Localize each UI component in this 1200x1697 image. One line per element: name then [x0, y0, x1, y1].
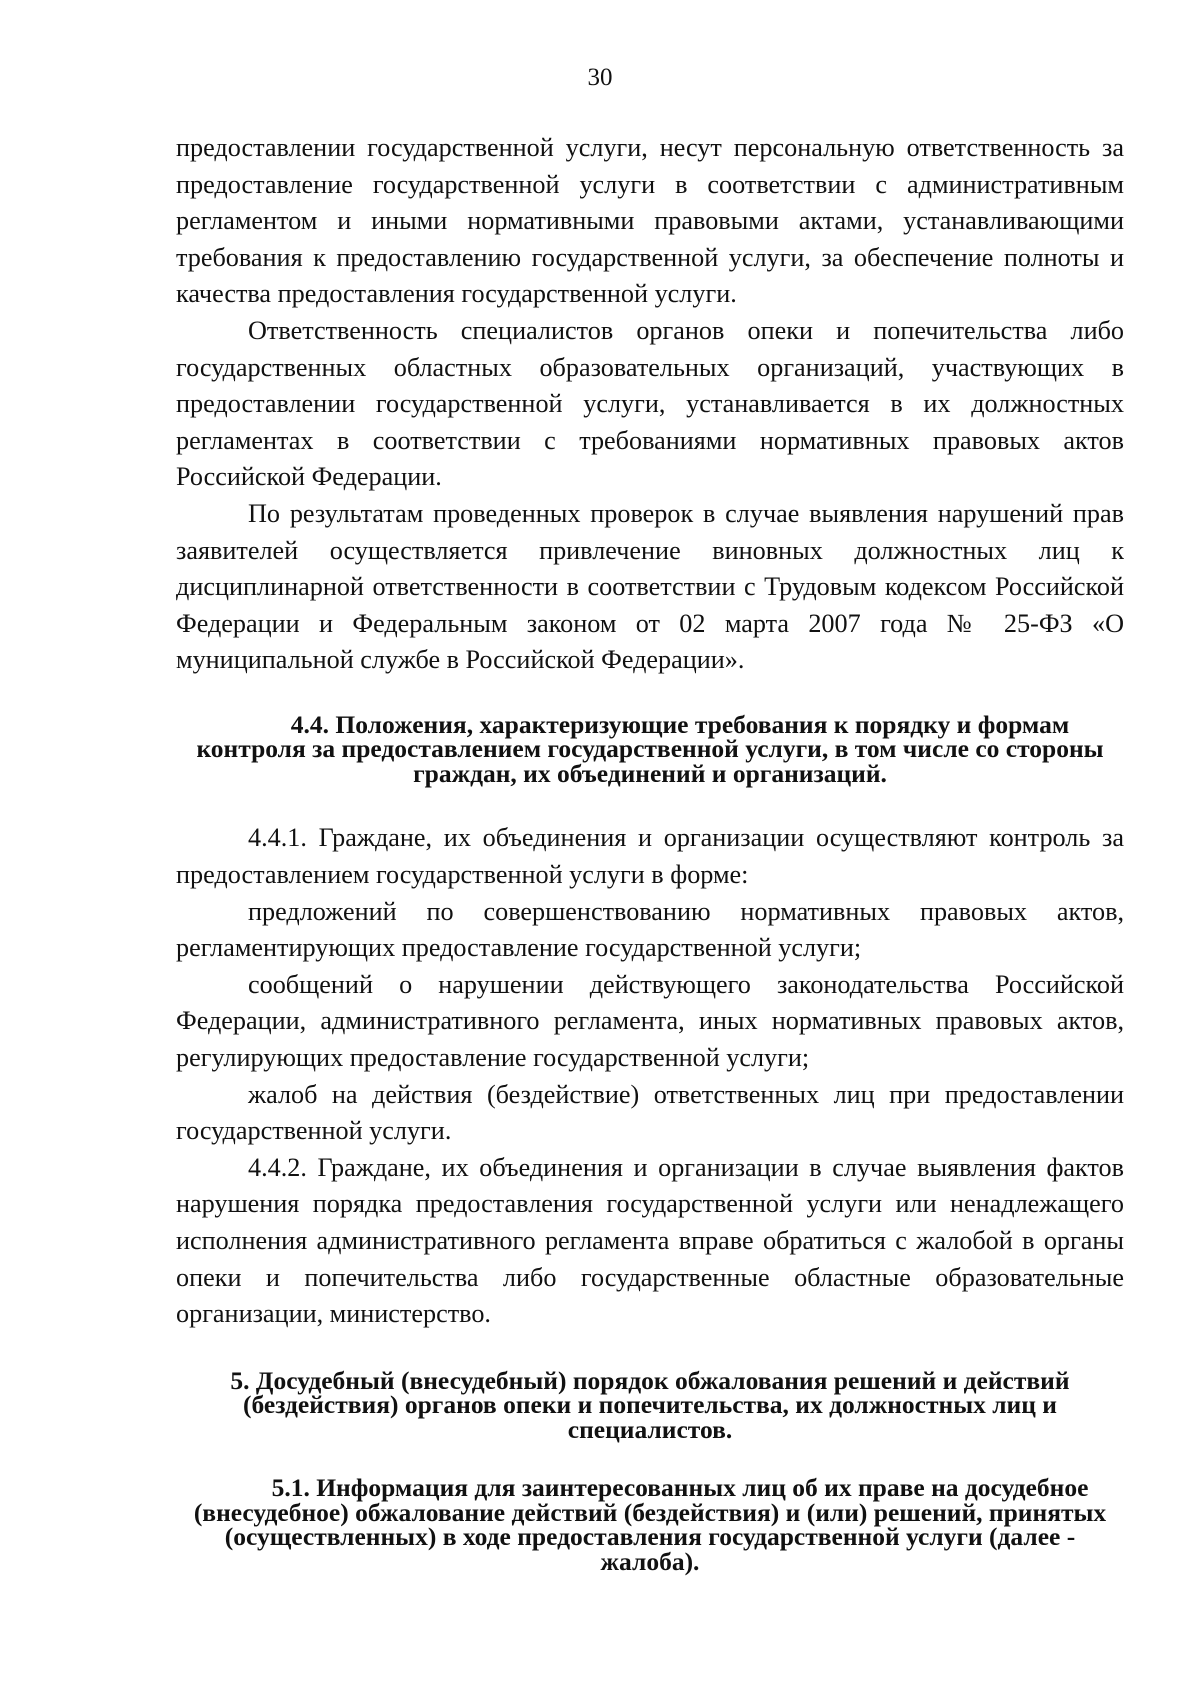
- section-heading-5-1: 5.1. Информация для заинтересованных лиц об их праве на досудебное (внесудебное) обжалование действий (бездействия) и (или) решений, принятых (осуществленных) в ходе предоставления государственной услуги (далее - жалоба).: [193, 1473, 1107, 1576]
- paragraph-4-4-1-proposals: предложений по совершенствованию нормативных правовых актов, регламентирующих предоставление государственной услуги;: [176, 896, 1124, 963]
- paragraph-4-4-1: 4.4.1. Граждане, их объединения и организации осуществляют контроль за предоставлением государственной услуги в форме:: [176, 823, 1124, 889]
- section-heading-4-4: 4.4. Положения, характеризующие требования к порядку и формам контроля за предоставлением государственной услуги, в том числе со стороны граждан, их объединений и организаций.: [196, 709, 1104, 788]
- paragraph-4-4-2: 4.4.2. Граждане, их объединения и организации в случае выявления фактов нарушения порядка предоставления государственной услуги или ненадлежащего исполнения административного регламента вправе обратиться с жалобой в органы опеки и попечительства либо государственные областные образовательные организации, министерство.: [176, 1152, 1124, 1329]
- section-heading-5: 5. Досудебный (внесудебный) порядок обжалования решений и действий (бездействия) органов опеки и попечительства, их должностных лиц и специалистов.: [230, 1365, 1070, 1444]
- document-body: [176, 130, 1124, 1574]
- paragraph-4-4-1-reports: сообщений о нарушении действующего законодательства Российской Федерации, административного регламента, иных нормативных правовых актов, регулирующих предоставление государственной услуги;: [176, 969, 1124, 1072]
- paragraph-inspection-results: По результатам проведенных проверок в случае выявления нарушений прав заявителей осуществляется привлечение виновных должностных лиц к дисциплинарной ответственности в соответствии с Трудовым кодексом Российской Федерации и Федеральным законом от 02 марта 2007 года № 25-ФЗ «О муниципальной службе в Российской Федерации».: [176, 498, 1124, 675]
- page-number: 30: [587, 64, 613, 91]
- paragraph-responsibility-specialists: Ответственность специалистов органов опеки и попечительства либо государственных областных образовательных организаций, участвующих в предоставлении государственной услуги, устанавливается в их должностных регламентах в соответствии с требованиями нормативных правовых актов Российской Федерации.: [176, 315, 1124, 492]
- paragraph-4-4-1-complaints: жалоб на действия (бездействие) ответственных лиц при предоставлении государственной услуги.: [176, 1079, 1124, 1146]
- paragraph-responsibility-officials: предоставлении государственной услуги, несут персональную ответственность за предоставление государственной услуги в соответствии с административным регламентом и иными нормативными правовыми актами, устанавливающими требования к предоставлению государственной услуги, за обеспечение полноты и качества предоставления государственной услуги.: [176, 133, 1124, 309]
